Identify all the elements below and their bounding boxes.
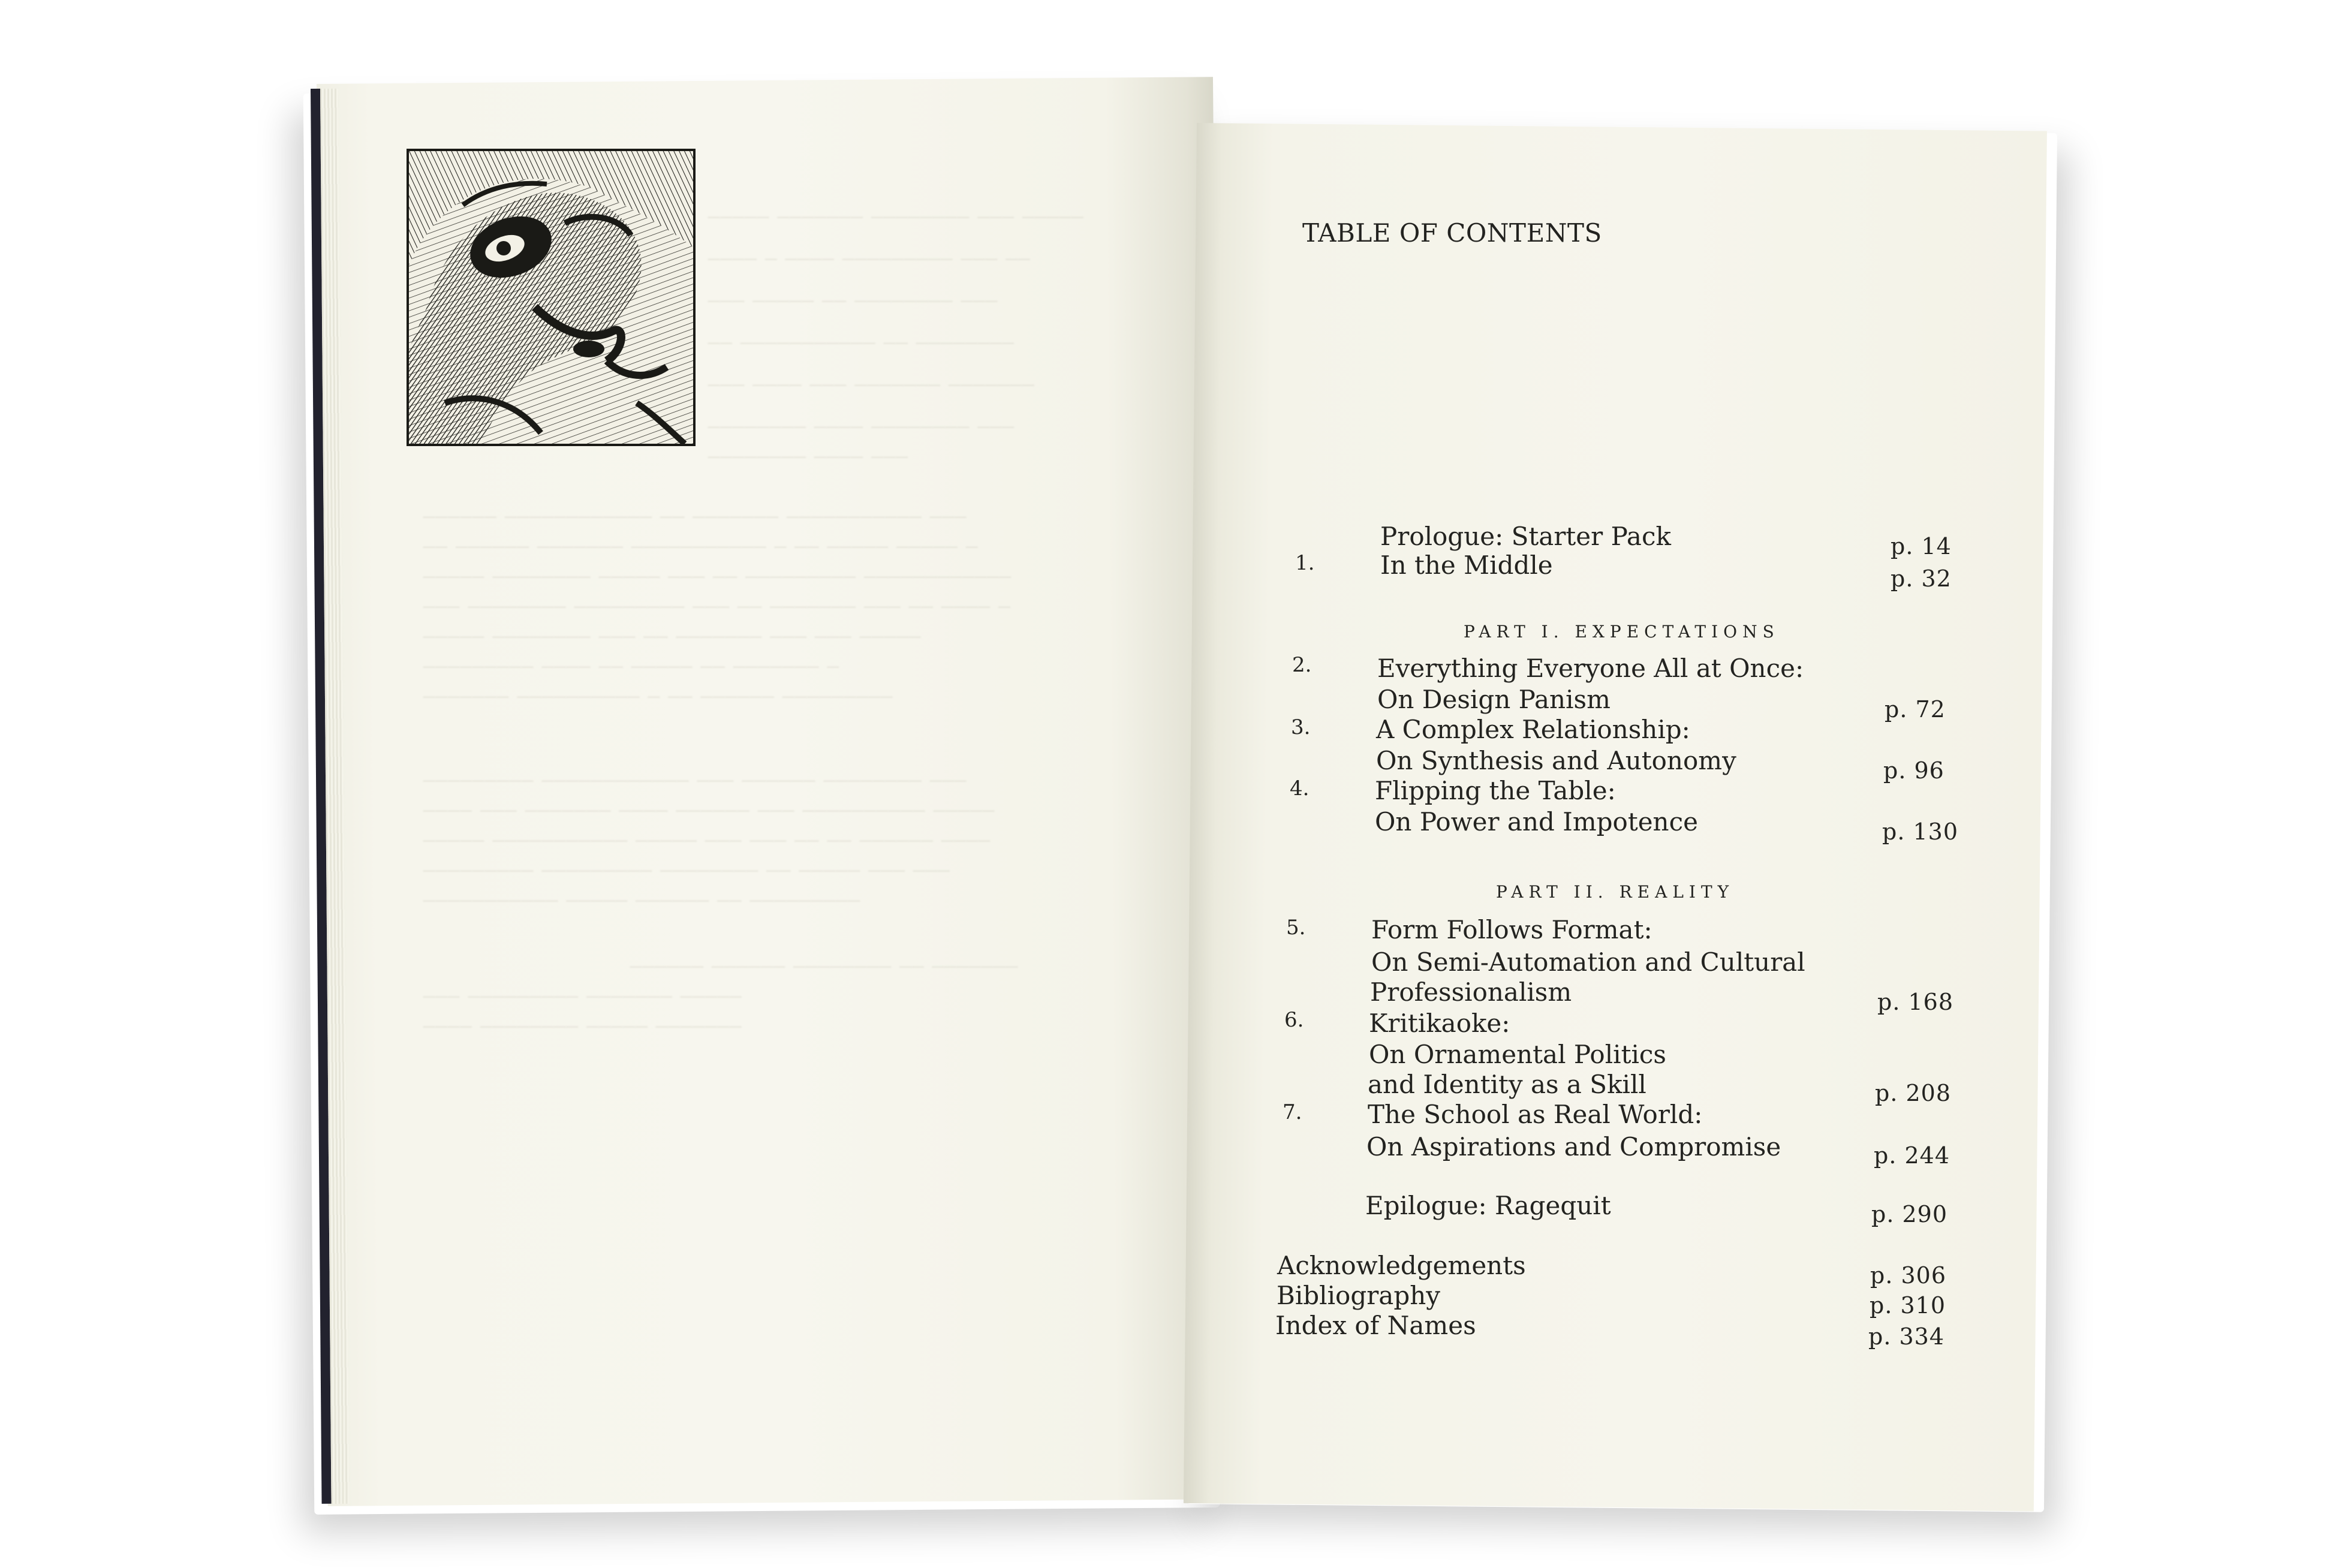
toc-entry-2-line1: Everything Everyone All at Once: — [1377, 654, 1804, 683]
toc-entry-6-line1: Kritikaoke: — [1369, 1009, 1510, 1038]
toc-page-epilogue: p. 290 — [1871, 1201, 1948, 1227]
toc-page-4: p. 130 — [1882, 818, 1959, 845]
toc-entry-acknowledgements: Acknowledgements — [1277, 1251, 1526, 1280]
open-book-scene: _____ ___ ________ _______ _____ __ ___ _________ ____ _ ____ ___ ________ __ _____ ___ ________ __ ___________ __ _______ _______ ___ ____ ___ ___ ________ ____ ________ ___ ____ ________ ___ ___________ _______ __ ____________ ______ _ _____ _____ __ _ ___________ _______ ______ __ ____________ _________ __ ___ _____ ________ _____ _ ____ __ ___ _______ __ ___ _________ ________ ___ _____ ___ ___ _______ __ ___ ________ _____ _ _______ __ _____ __ ____ _________ _________ ______ __ _ __________ _______ ___ ________ ______ ___ ____________ _________ _____ __________ ___ ______ ____ _______ ___ ____ ____ ______ __ __ ___ ___ _____ ___________ _____ ___ ___ _____ __ ________ _________ _________ _________ __ ______ _____ ___________ _______ __ ________ ______ ______ _____ _______ _________ ___ _______ _____ ________ ____ TABLE OF CONTENTS Prologue: Starter Pack p. 14 1. In the Middle p. 32 PART I. EXPECTATIONS 2. Everything Everyone All at Once: On Design Panism p. 72 3. A Complex Relationship: On Synthesis and Autonomy p. 96 4. Flipping the Table: On Power and Impotence p. 130 PART II. REALITY 5. Form Follows Format: On Semi-Automation and Cultural Professionalism p. 168 6. Kritikaoke: On Ornamental Politics and Identity as a Skill p. 208 7. The School as Real World: On Aspirations and Compromise p. 244 Epilogue: Ragequit p. 290 Acknowledgements p. 306 Bibliography p. 310 Index of Names p. 334 — [0, 0, 2342, 1568]
toc-entry-7-line1: The School as Real World: — [1368, 1100, 1703, 1129]
toc-page-bibliography: p. 310 — [1870, 1292, 1946, 1319]
toc-entry-6-line2: On Ornamental Politics — [1369, 1040, 1666, 1069]
toc-page-7: p. 244 — [1874, 1142, 1950, 1169]
toc-num-3: 3. — [1291, 715, 1311, 739]
toc-entry-1: In the Middle — [1380, 550, 1553, 580]
toc-entry-4-line1: Flipping the Table: — [1375, 776, 1616, 805]
toc-num-7: 7. — [1283, 1100, 1302, 1124]
toc-page-6: p. 208 — [1875, 1080, 1952, 1106]
toc-page-acknowledgements: p. 306 — [1870, 1262, 1947, 1289]
toc-entry-epilogue: Epilogue: Ragequit — [1365, 1191, 1611, 1220]
toc-entry-7-line2: On Aspirations and Compromise — [1366, 1132, 1781, 1161]
toc-num-1: 1. — [1295, 551, 1315, 575]
toc-entry-6-line3: and Identity as a Skill — [1368, 1070, 1646, 1099]
toc-num-5: 5. — [1286, 916, 1306, 940]
toc-num-4: 4. — [1290, 777, 1310, 800]
toc-page-5: p. 168 — [1877, 989, 1954, 1015]
toc-entry-2-line2: On Design Panism — [1377, 685, 1610, 714]
toc-page-prologue: p. 14 — [1891, 533, 1952, 559]
toc-page-3: p. 96 — [1883, 757, 1944, 784]
engraved-portrait-icon — [407, 149, 696, 446]
toc-entry-5-line3: Professionalism — [1370, 977, 1572, 1007]
toc-part-heading-2: PART II. REALITY — [1496, 882, 1735, 902]
toc-entry-prologue: Prologue: Starter Pack — [1380, 522, 1671, 551]
toc-entry-3-line2: On Synthesis and Autonomy — [1376, 746, 1736, 775]
toc-num-2: 2. — [1292, 653, 1312, 677]
toc-entry-5-line1: Form Follows Format: — [1371, 915, 1652, 944]
toc-entry-3-line1: A Complex Relationship: — [1376, 715, 1690, 744]
toc-title: TABLE OF CONTENTS — [1302, 218, 1602, 248]
toc-entry-bibliography: Bibliography — [1277, 1281, 1440, 1310]
toc-entry-5-line2: On Semi-Automation and Cultural — [1371, 947, 1805, 977]
toc-entry-4-line2: On Power and Impotence — [1375, 807, 1698, 836]
toc-num-6: 6. — [1284, 1008, 1304, 1032]
toc-page-index: p. 334 — [1868, 1323, 1945, 1350]
toc-entry-index: Index of Names — [1275, 1311, 1476, 1340]
toc-part-heading-1: PART I. EXPECTATIONS — [1464, 622, 1780, 642]
toc-page-1: p. 32 — [1891, 565, 1952, 592]
toc-page-2: p. 72 — [1885, 696, 1946, 723]
